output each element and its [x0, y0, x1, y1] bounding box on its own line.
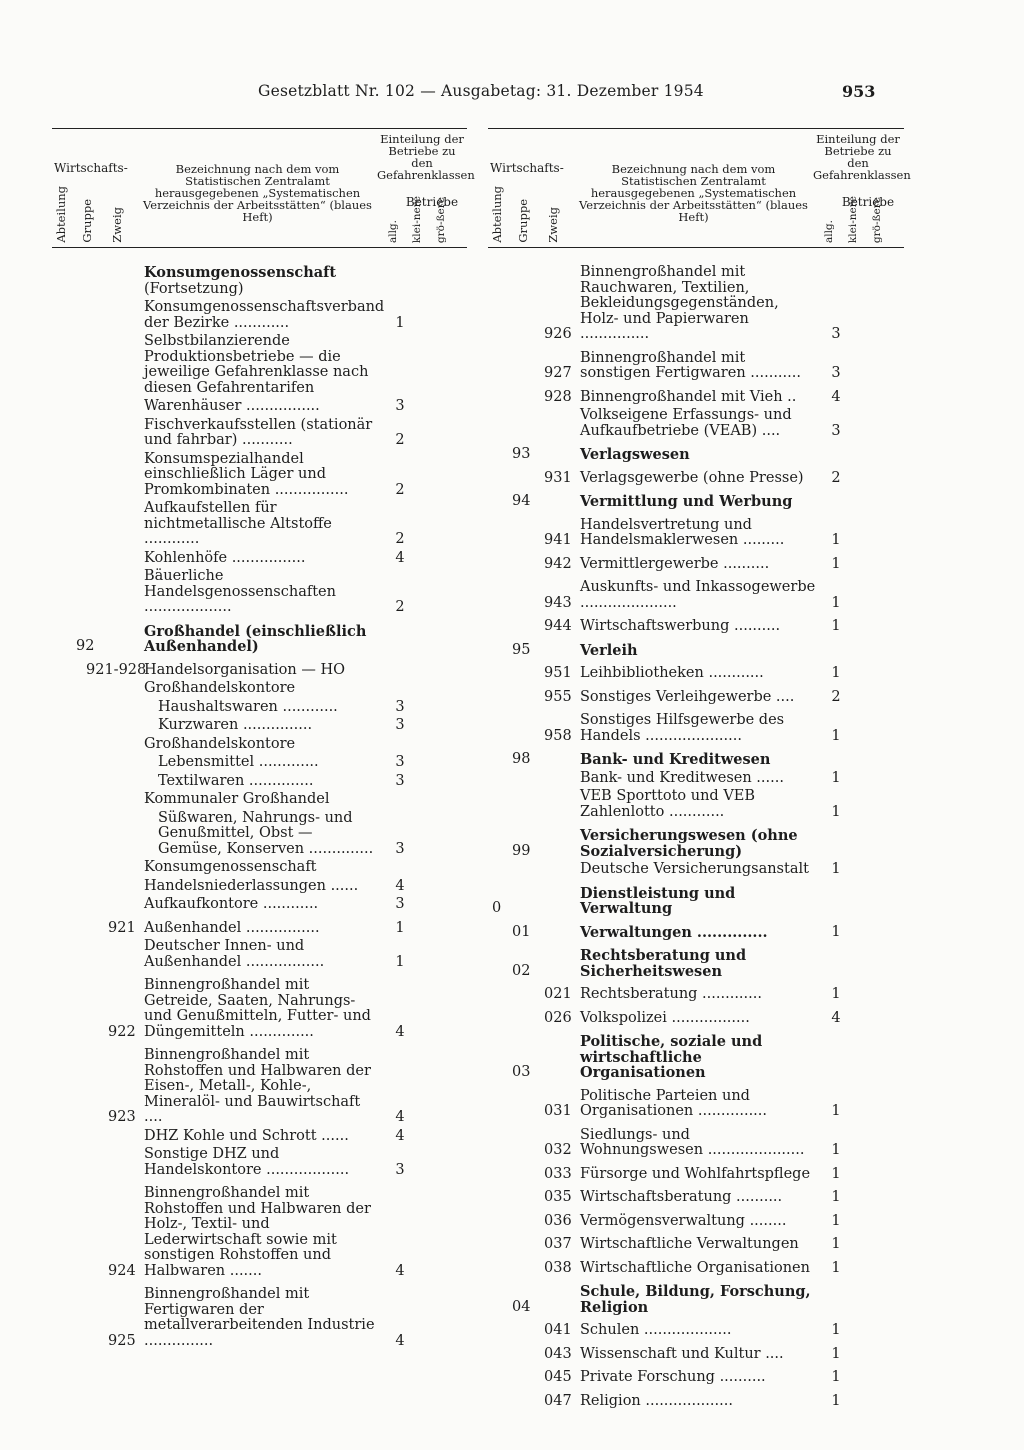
left-rows [52, 248, 467, 1349]
table-row [488, 447, 904, 463]
table-row [52, 1147, 467, 1178]
table-row [52, 624, 467, 655]
table-row [488, 619, 904, 635]
row-label: Vermögensverwaltung ........ [580, 1212, 787, 1229]
row-label: Selbstbilanzierende Produktionsbetriebe — die jeweilige Gefahrenklasse nach diesen Gefahrentarifen [144, 333, 369, 396]
gefahrenklasse-value: 3 [395, 896, 405, 912]
header-einteilung: Einteilung der Betriebe zu den Gefahrenklassen [377, 132, 475, 182]
table-row [488, 265, 904, 343]
table-row [52, 737, 467, 753]
table-row [52, 334, 467, 396]
zweig-code: 043 [544, 1345, 572, 1362]
table-row [488, 1190, 904, 1206]
gefahrenklasse-value: 3 [395, 1161, 405, 1178]
row-label: Fürsorge und Wohlfahrtspflege [580, 1165, 811, 1182]
row-label: Großhandelskontore [144, 680, 296, 696]
gefahrenklasse-value: 1 [831, 986, 841, 1002]
table-row [52, 718, 467, 734]
row-label: Textilwaren .............. [158, 772, 314, 789]
row-label: Handelsniederlassungen ...... [144, 877, 359, 894]
zweig-code: 923 [108, 1109, 136, 1125]
row-label: Wirtschaftsberatung .......... [580, 1189, 783, 1205]
zweig-code: 943 [544, 594, 572, 611]
row-label: Handelsvertretung und Handelsmaklerwesen ......... [580, 516, 785, 548]
gefahrenklasse-value: 1 [831, 555, 841, 572]
row-label: Aufkaufkontore ............ [144, 896, 319, 912]
zweig-code: 032 [544, 1142, 572, 1158]
header-gruppe: Gruppe [516, 199, 530, 243]
gefahrenklasse-value: 1 [831, 532, 841, 548]
abteilung-code: 94 [512, 493, 531, 509]
header-bezeichnung: Bezeichnung nach dem vom Statistischen Zentralamt herausgegebenen „Systematischen Verzeichnis der Arbeitsstätten“ (blaues Heft) [579, 162, 808, 224]
table-row [52, 921, 467, 937]
row-label: Großhandelskontore [144, 735, 296, 752]
row-label: Schulen ................... [580, 1322, 732, 1338]
gefahrenklasse-value: 3 [395, 772, 405, 789]
row-label: Verleih [580, 641, 638, 659]
table-row [52, 1287, 467, 1349]
table-row [488, 1394, 904, 1410]
zweig-code: 927 [544, 365, 572, 381]
header-einteilung: Einteilung der Betriebe zu den Gefahrenklassen [813, 132, 911, 182]
row-label: Deutsche Versicherungsanstalt [580, 861, 809, 877]
row-label: Haushaltswaren ............ [158, 698, 338, 715]
table-row [52, 1129, 467, 1145]
gefahrenklasse-value: 1 [831, 618, 841, 634]
row-label: Volkspolizei ................. [580, 1009, 750, 1026]
gefahrenklasse-value: 4 [831, 1009, 841, 1026]
zweig-code: 941 [544, 532, 572, 548]
gefahrenklasse-value: 4 [395, 1127, 405, 1144]
zweig-code: 035 [544, 1189, 572, 1205]
table-row [488, 690, 904, 706]
row-label: Bank- und Kreditwesen ...... [580, 769, 784, 786]
table-row [488, 1284, 904, 1315]
gefahrenklasse-value: 1 [831, 923, 841, 940]
table-row [488, 713, 904, 744]
page-number: 953 [842, 82, 876, 101]
table-row [488, 1323, 904, 1339]
abteilung-code: 99 [512, 842, 531, 859]
table-row [488, 987, 904, 1003]
gefahrenklasse-value: 2 [395, 432, 405, 448]
abteilung-code: 92 [76, 638, 95, 654]
gefahrenklasse-value: 4 [395, 1332, 405, 1349]
header-kleinere: klei-nere [411, 195, 423, 243]
table-row [52, 700, 467, 716]
table-row [52, 663, 467, 679]
zweig-code: 924 [108, 1262, 136, 1279]
zweig-code: 942 [544, 555, 572, 572]
row-label: Außenhandel ................ [144, 919, 320, 936]
table-row [488, 1089, 904, 1120]
header-zweig: Zweig [110, 207, 124, 243]
row-label: Vermittlung und Werbung [580, 493, 793, 510]
abteilung-code: 03 [512, 1064, 531, 1080]
table-row [488, 390, 904, 406]
table-row [488, 948, 904, 979]
row-label: Sonstiges Verleihgewerbe .... [580, 688, 795, 705]
table-row [52, 569, 467, 616]
row-label: Wirtschaftswerbung .......... [580, 618, 781, 634]
gefahrenklasse-value: 2 [395, 531, 405, 547]
gefahrenklasse-value: 2 [831, 469, 841, 486]
table-row [488, 408, 904, 439]
row-label: Warenhäuser ................ [144, 398, 320, 414]
zweig-code: 047 [544, 1392, 572, 1409]
header-gruppe: Gruppe [80, 199, 94, 243]
table-row [52, 755, 467, 771]
table-row [52, 1186, 467, 1279]
table-row [488, 580, 904, 611]
abteilung-code: 0 [492, 900, 502, 916]
gefahrenklasse-value: 1 [831, 1345, 841, 1362]
table-row [488, 1347, 904, 1363]
table-row [52, 811, 467, 858]
zweig-code: 944 [544, 618, 572, 634]
zweig-code: 951 [544, 665, 572, 681]
row-label: Politische Parteien und Organisationen ............... [580, 1087, 768, 1119]
table-row [488, 862, 904, 878]
header-kleinere: klei-nere [847, 195, 859, 243]
row-label: Lebensmittel ............. [158, 754, 319, 770]
row-label: Kommunaler Großhandel [144, 791, 330, 807]
right-table [488, 128, 911, 1409]
table-row [488, 494, 904, 510]
header-abteilung: Abteilung [490, 186, 504, 243]
header-betriebe: Betriebe [841, 195, 895, 209]
row-label: Sonstige DHZ und Handelskontore .................. [144, 1146, 350, 1178]
table-row [52, 860, 467, 876]
gefahrenklasse-value: 3 [831, 326, 841, 342]
zweig-code: 931 [544, 469, 572, 486]
header-bezeichnung: Bezeichnung nach dem vom Statistischen Zentralamt herausgegebenen „Systematischen Verzeichnis der Arbeitsstätten“ (blaues Heft) [143, 162, 372, 224]
table-row [488, 789, 904, 820]
row-label: Private Forschung .......... [580, 1369, 766, 1385]
row-label: Großhandel (einschließlich Außenhandel) [144, 622, 367, 655]
table-row [488, 1261, 904, 1277]
gefahrenklasse-value: 4 [395, 1262, 405, 1279]
gefahrenklasse-value: 1 [831, 1212, 841, 1229]
gefahrenklasse-value: 1 [831, 803, 841, 820]
table-row [52, 1048, 467, 1126]
table-row [488, 771, 904, 787]
table-row [52, 939, 467, 970]
gefahrenklasse-value: 1 [831, 1322, 841, 1338]
zweig-code: 031 [544, 1103, 572, 1119]
row-label: Rechtsberatung und Sicherheitswesen [580, 947, 747, 980]
zweig-code: 922 [108, 1023, 136, 1040]
zweig-code: 958 [544, 727, 572, 744]
table-row [52, 978, 467, 1040]
row-label: Fischverkaufsstellen (stationär und fahrbar) ........... [144, 416, 373, 448]
table-row [488, 925, 904, 941]
table-row [52, 551, 467, 567]
abteilung-code: 04 [512, 1298, 531, 1315]
gefahrenklasse-value: 4 [395, 1023, 405, 1040]
row-label: Konsumgenossenschaftsverband der Bezirke ............ [144, 299, 385, 331]
header-allg: allg. [387, 219, 399, 243]
zweig-code: 921 [108, 919, 136, 936]
table-row [488, 828, 904, 859]
gefahrenklasse-value: 1 [831, 727, 841, 744]
gefahrenklasse-value: 2 [395, 599, 405, 615]
zweig-code: 041 [544, 1322, 572, 1338]
row-label: Volkseigene Erfassungs- und Aufkaufbetriebe (VEAB) .... [580, 407, 792, 439]
header-groessere: grö-ßere [435, 196, 447, 243]
abteilung-code: 93 [512, 446, 531, 462]
header-wirtschafts: Wirtschafts- [490, 161, 564, 175]
row-label: Binnengroßhandel mit Rohstoffen und Halbwaren der Holz-, Textil- und Lederwirtschaft sowie mit sonstigen Rohstoffen und Halbwaren ....... [144, 1185, 371, 1279]
row-label: Wissenschaft und Kultur .... [580, 1345, 784, 1362]
header-groessere: grö-ßere [871, 196, 883, 243]
gefahrenklasse-value: 1 [831, 1392, 841, 1409]
gefahrenklasse-value: 1 [831, 1236, 841, 1252]
table-row [52, 265, 467, 297]
row-label: DHZ Kohle und Schrott ...... [144, 1127, 349, 1144]
table-row [488, 1034, 904, 1081]
abteilung-code: 95 [512, 641, 531, 658]
row-label: Kohlenhöfe ................ [144, 549, 306, 566]
table-row [488, 351, 904, 382]
zweig-code: 037 [544, 1236, 572, 1252]
table-row [488, 1128, 904, 1159]
table-row [488, 752, 904, 768]
row-label: VEB Sporttoto und VEB Zahlenlotto ............ [580, 788, 756, 820]
row-label: Bank- und Kreditwesen [580, 751, 771, 768]
gefahrenklasse-value: 1 [831, 594, 841, 611]
zweig-code: 026 [544, 1009, 572, 1026]
zweig-code: 045 [544, 1369, 572, 1385]
right-rows [488, 248, 904, 1409]
table-row [52, 897, 467, 913]
zweig-code: 955 [544, 688, 572, 705]
row-label: Dienstleistung und Verwaltung [580, 884, 736, 917]
gefahrenklasse-value: 1 [831, 769, 841, 786]
table-row [488, 471, 904, 487]
gefahrenklasse-value: 3 [831, 422, 841, 439]
gefahrenklasse-value: 3 [395, 754, 405, 770]
row-label: Deutscher Innen- und Außenhandel ................. [144, 938, 325, 970]
gefahrenklasse-value: 1 [395, 953, 405, 970]
gefahrenklasse-value: 1 [395, 919, 405, 936]
gefahrenklasse-value: 1 [831, 665, 841, 681]
gefahrenklasse-value: 3 [395, 698, 405, 715]
table-row [488, 518, 904, 549]
gefahrenklasse-value: 3 [395, 398, 405, 414]
zweig-code: 036 [544, 1212, 572, 1229]
row-label: Konsumgenossenschaft [144, 859, 317, 875]
row-label: Versicherungswesen (ohne Sozialversicherung) [580, 827, 798, 860]
zweig-code: 925 [108, 1332, 136, 1349]
row-label: Binnengroßhandel mit sonstigen Fertigwaren ........... [580, 349, 801, 381]
row-label: Sonstiges Hilfsgewerbe des Handels ..................... [580, 712, 785, 744]
zweig-code: 928 [544, 388, 572, 405]
zweig-code: 038 [544, 1259, 572, 1276]
row-label: Konsumspezialhandel einschließlich Läger und Promkombinaten ................ [144, 450, 349, 498]
gefahrenklasse-value: 1 [831, 1142, 841, 1158]
header-allg: allg. [823, 219, 835, 243]
table-row [488, 1214, 904, 1230]
row-label: Binnengroßhandel mit Rauchwaren, Textilien, Bekleidungsgegenständen, Holz- und Papierwaren ............... [580, 264, 779, 342]
abteilung-code: 98 [512, 751, 531, 767]
table-row [52, 879, 467, 895]
header-abteilung: Abteilung [54, 186, 68, 243]
table-row [52, 774, 467, 790]
table-row [52, 681, 467, 697]
table-row [488, 1011, 904, 1027]
row-label: Wirtschaftliche Organisationen [580, 1259, 810, 1276]
row-label: Wirtschaftliche Verwaltungen [580, 1236, 799, 1252]
row-label: Binnengroßhandel mit Getreide, Saaten, Nahrungs- und Genußmitteln, Futter- und Düngemitteln .............. [144, 977, 371, 1040]
gefahrenklasse-value: 3 [395, 840, 405, 857]
row-label: Siedlungs- und Wohnungswesen ..................... [580, 1126, 805, 1158]
row-label: Vermittlergewerbe .......... [580, 555, 770, 572]
table-row [52, 452, 467, 499]
row-label: Aufkaufstellen für nichtmetallische Altstoffe ............ [144, 500, 332, 547]
table-row [488, 886, 904, 917]
row-label: Süßwaren, Nahrungs- und Genußmittel, Obst — Gemüse, Konserven .............. [158, 809, 374, 857]
table-row [488, 1167, 904, 1183]
gefahrenklasse-value: 4 [395, 877, 405, 894]
row-label: Auskunfts- und Inkassogewerbe ..................... [580, 579, 816, 611]
row-label: Verlagswesen [580, 446, 690, 463]
table-row [52, 792, 467, 808]
gefahrenklasse-value: 3 [395, 717, 405, 733]
row-label: Rechtsberatung ............. [580, 986, 762, 1002]
row-label: Politische, soziale und wirtschaftliche Organisationen [580, 1033, 763, 1081]
row-label: Leihbibliotheken ............ [580, 665, 764, 681]
gefahrenklasse-value: 4 [395, 549, 405, 566]
header-betriebe: Betriebe [405, 195, 459, 209]
table-row [488, 557, 904, 573]
gefahrenklasse-value: 1 [395, 314, 405, 331]
gefahrenklasse-value: 2 [831, 688, 841, 705]
gefahrenklasse-value: 2 [395, 481, 405, 498]
table-row [488, 666, 904, 682]
table-row [52, 501, 467, 548]
row-label: Schule, Bildung, Forschung, Religion [580, 1283, 811, 1316]
table-row [488, 1237, 904, 1253]
header-zweig: Zweig [546, 207, 560, 243]
table-row [488, 643, 904, 659]
gefahrenklasse-value: 3 [831, 365, 841, 381]
abteilung-code: 02 [512, 962, 531, 979]
gruppe-code: 921-928 [86, 661, 147, 678]
row-label: Binnengroßhandel mit Fertigwaren der metallverarbeitenden Industrie ............... [144, 1286, 375, 1349]
gefahrenklasse-value: 1 [831, 1103, 841, 1119]
row-label: Binnengroßhandel mit Rohstoffen und Halbwaren der Eisen-, Metall-, Kohle-, Mineralöl- und Bauwirtschaft .... [144, 1047, 371, 1125]
gefahrenklasse-value: 1 [831, 1189, 841, 1205]
zweig-code: 033 [544, 1165, 572, 1182]
table-row [52, 418, 467, 449]
row-label: Bäuerliche Handelsgenossenschaften ................... [144, 568, 336, 615]
row-label: Verwaltungen .............. [580, 923, 768, 941]
gefahrenklasse-value: 1 [831, 1165, 841, 1182]
table-row [52, 399, 467, 415]
row-label: Binnengroßhandel mit Vieh .. [580, 388, 797, 405]
table-header [52, 128, 475, 248]
gefahrenklasse-value: 1 [831, 1369, 841, 1385]
table-header [488, 128, 911, 248]
row-label: Handelsorganisation — HO [144, 661, 346, 678]
table-row [52, 300, 467, 331]
gefahrenklasse-value: 1 [831, 1259, 841, 1276]
row-label: Religion ................... [580, 1392, 733, 1409]
gefahrenklasse-value: 4 [395, 1109, 405, 1125]
page-header [0, 82, 1024, 108]
header-title: Gesetzblatt Nr. 102 — Ausgabetag: 31. Dezember 1954 [258, 82, 704, 100]
row-label: Kurzwaren ............... [158, 717, 313, 733]
left-table [52, 128, 475, 1349]
header-wirtschafts: Wirtschafts- [54, 161, 128, 175]
zweig-code: 021 [544, 986, 572, 1002]
abteilung-code: 01 [512, 923, 531, 940]
zweig-code: 926 [544, 326, 572, 342]
gefahrenklasse-value: 1 [831, 861, 841, 877]
row-label: Verlagsgewerbe (ohne Presse) [580, 469, 804, 486]
row-label: Konsumgenossenschaft (Fortsetzung) [144, 264, 337, 297]
gefahrenklasse-value: 4 [831, 388, 841, 405]
table-row [488, 1370, 904, 1386]
